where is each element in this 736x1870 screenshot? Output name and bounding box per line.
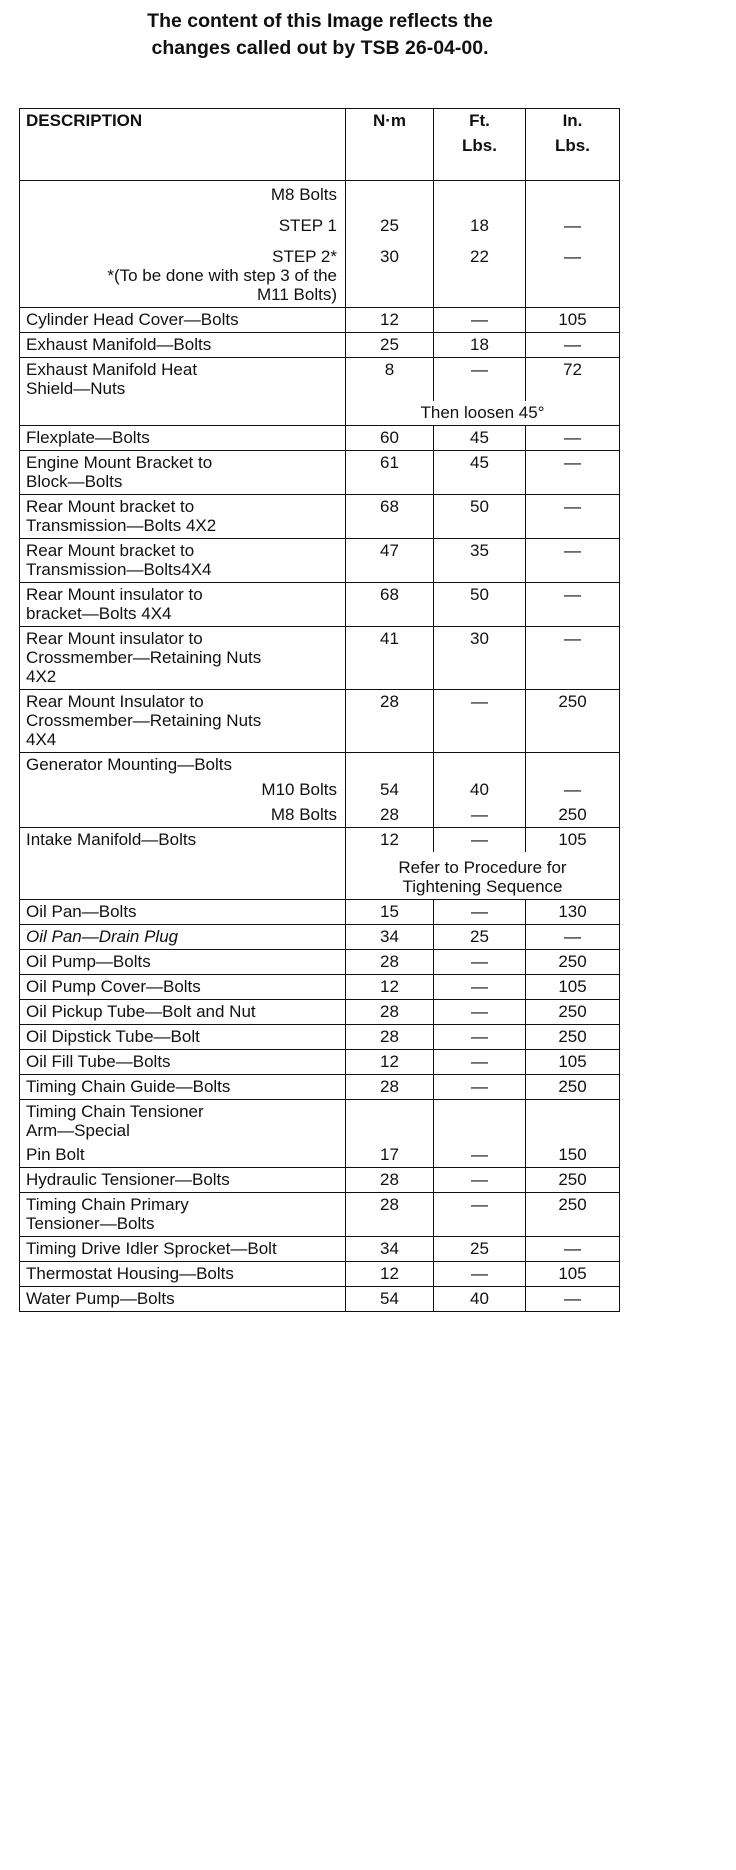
row-in: 250 (526, 1000, 620, 1025)
tensioner-arm-desc-3: Pin Bolt (26, 1145, 85, 1164)
row-ft: — (434, 975, 526, 1000)
col-in-lbs (526, 109, 620, 181)
row-ft: 45 (434, 426, 526, 451)
m8-note-2: M11 Bolts) (257, 285, 337, 304)
row-nm: 34 (346, 925, 434, 950)
row-nm: 61 (346, 451, 434, 495)
tensioner-arm-desc-1: Timing Chain Tensioner (26, 1102, 204, 1121)
row-in: — (526, 583, 620, 627)
row-nm: 28 (346, 1168, 434, 1193)
table-row (20, 358, 620, 402)
row-desc-2: Crossmember—Retaining Nuts (26, 648, 262, 667)
row-desc-1: Timing Chain Primary (26, 1195, 189, 1214)
row-desc-1: Rear Mount insulator to (26, 629, 203, 648)
intake-note-2: Tightening Sequence (402, 877, 563, 896)
row-in: 105 (526, 975, 620, 1000)
intake-note (346, 852, 620, 900)
heat-shield-desc-2: Shield—Nuts (26, 379, 126, 398)
generator-m10-nm: 54 (380, 780, 399, 799)
m8-label: M8 Bolts (270, 185, 337, 204)
row-ft: 30 (434, 627, 526, 690)
row-desc: Oil Pump—Bolts (20, 950, 346, 975)
table-row (20, 583, 620, 627)
tensioner-arm-desc (20, 1100, 346, 1168)
intake-ft: — (434, 828, 526, 853)
row-desc: Oil Fill Tube—Bolts (20, 1050, 346, 1075)
header-line-2: changes called out by TSB 26-04-00. (151, 37, 489, 59)
row-ft: — (434, 950, 526, 975)
table-row (20, 900, 620, 925)
row-in: — (526, 539, 620, 583)
row-nm: 28 (346, 690, 434, 753)
intake-nm: 12 (346, 828, 434, 853)
tensioner-arm-nm-value: 17 (380, 1145, 399, 1164)
m8-step2-ft: 22 (470, 247, 489, 266)
row-ft: — (434, 690, 526, 753)
row-ft: 35 (434, 539, 526, 583)
table-row (20, 333, 620, 358)
row-desc-3: 4X4 (26, 730, 57, 749)
row-ft: 25 (434, 1237, 526, 1262)
generator-m10-ft: 40 (470, 780, 489, 799)
row-ft: 25 (434, 925, 526, 950)
row-ft: — (434, 1193, 526, 1237)
row-desc (20, 1193, 346, 1237)
row-desc: Oil Pan—Bolts (20, 900, 346, 925)
generator-in (526, 753, 620, 828)
row-desc: Hydraulic Tensioner—Bolts (20, 1168, 346, 1193)
row-in: — (526, 426, 620, 451)
generator-nm (346, 753, 434, 828)
generator-ft (434, 753, 526, 828)
table-row (20, 1168, 620, 1193)
row-in: 250 (526, 690, 620, 753)
row-in: — (526, 451, 620, 495)
row-desc (20, 495, 346, 539)
row-desc: Thermostat Housing—Bolts (20, 1262, 346, 1287)
row-nm: 12 (346, 975, 434, 1000)
intake-desc: Intake Manifold—Bolts (20, 828, 346, 900)
generator-m10-in: — (564, 780, 581, 799)
row-desc-1: Engine Mount Bracket to (26, 453, 213, 472)
row-desc: Timing Chain Guide—Bolts (20, 1075, 346, 1100)
generator-m10-label: M10 Bolts (261, 780, 337, 799)
m8-in (526, 181, 620, 308)
row-ft: — (434, 1000, 526, 1025)
row-desc: Timing Drive Idler Sprocket—Bolt (20, 1237, 346, 1262)
table-row (20, 975, 620, 1000)
m8-step1-label: STEP 1 (278, 216, 337, 235)
row-in: 250 (526, 1168, 620, 1193)
m8-step2-nm: 30 (380, 247, 399, 266)
row-ft: 50 (434, 583, 526, 627)
row-ft: 50 (434, 495, 526, 539)
col-ft-line2: Lbs. (462, 136, 497, 155)
row-desc (20, 539, 346, 583)
row-in: 250 (526, 950, 620, 975)
m8-step1-in: — (564, 216, 581, 235)
table-row (20, 1262, 620, 1287)
row-desc-2: Transmission—Bolts4X4 (26, 560, 212, 579)
row-desc: Oil Pan—Drain Plug (20, 925, 346, 950)
row-in: — (526, 1287, 620, 1312)
row-nm: 68 (346, 495, 434, 539)
row-in: — (526, 627, 620, 690)
intake-in: 105 (526, 828, 620, 853)
row-ft: 18 (434, 333, 526, 358)
row-nm: 28 (346, 1075, 434, 1100)
row-nm: 28 (346, 1025, 434, 1050)
table-row (20, 1000, 620, 1025)
table-row (20, 1050, 620, 1075)
col-ft-line1: Ft. (469, 111, 490, 130)
m8-step2-in: — (564, 247, 581, 266)
row-nm: 25 (346, 333, 434, 358)
row-ft: — (434, 308, 526, 333)
heat-shield-desc-1: Exhaust Manifold Heat (26, 360, 198, 379)
row-desc (20, 451, 346, 495)
row-desc-1: Rear Mount bracket to (26, 541, 195, 560)
row-ft: — (434, 900, 526, 925)
table-row (20, 451, 620, 495)
row-desc-2: Tensioner—Bolts (26, 1214, 155, 1233)
row-nm: 28 (346, 1000, 434, 1025)
generator-m8-ft: — (471, 805, 488, 824)
row-ft: — (434, 1262, 526, 1287)
row-ft: 40 (434, 1287, 526, 1312)
col-in-line2: Lbs. (555, 136, 590, 155)
generator-desc (20, 753, 346, 828)
header-line-1: The content of this Image reflects the (147, 10, 493, 32)
intake-note-1: Refer to Procedure for (398, 858, 567, 877)
heat-shield-note: Then loosen 45° (346, 401, 620, 426)
row-nm: 28 (346, 1193, 434, 1237)
row-desc-2: Transmission—Bolts 4X2 (26, 516, 217, 535)
m8-step2-label: STEP 2* (272, 247, 337, 266)
tensioner-arm-in-value: 150 (558, 1145, 587, 1164)
table-row (20, 308, 620, 333)
table-row (20, 1100, 620, 1168)
table-row (20, 1025, 620, 1050)
row-desc: Flexplate—Bolts (20, 426, 346, 451)
col-description: DESCRIPTION (20, 109, 346, 181)
row-nm: 15 (346, 900, 434, 925)
m8-step1-ft: 18 (470, 216, 489, 235)
heat-shield-ft: — (434, 358, 526, 402)
row-desc: Water Pump—Bolts (20, 1287, 346, 1312)
row-nm: 68 (346, 583, 434, 627)
col-in-line1: In. (562, 111, 583, 130)
row-desc: Exhaust Manifold—Bolts (20, 333, 346, 358)
row-in: — (526, 925, 620, 950)
m8-desc (20, 181, 346, 308)
row-nm: 34 (346, 1237, 434, 1262)
heat-shield-desc (20, 358, 346, 426)
row-desc (20, 627, 346, 690)
table-row (20, 828, 620, 853)
row-desc: Oil Pickup Tube—Bolt and Nut (20, 1000, 346, 1025)
col-ft-lbs (434, 109, 526, 181)
generator-desc-label: Generator Mounting—Bolts (26, 755, 232, 774)
table-row (20, 627, 620, 690)
table-row (20, 1193, 620, 1237)
row-in: — (526, 1237, 620, 1262)
row-desc-2: Block—Bolts (26, 472, 123, 491)
heat-shield-nm: 8 (346, 358, 434, 402)
row-desc (20, 690, 346, 753)
col-nm: N·m (346, 109, 434, 181)
row-in: 250 (526, 1193, 620, 1237)
table-row (20, 426, 620, 451)
row-desc: Cylinder Head Cover—Bolts (20, 308, 346, 333)
row-ft: — (434, 1025, 526, 1050)
row-nm: 12 (346, 1050, 434, 1075)
generator-m8-in: 250 (558, 805, 587, 824)
row-desc-1: Rear Mount bracket to (26, 497, 195, 516)
m8-step1-nm: 25 (380, 216, 399, 235)
table-header-row (20, 109, 620, 181)
row-desc (20, 583, 346, 627)
tensioner-arm-desc-2: Arm—Special (26, 1121, 130, 1140)
row-in: — (526, 495, 620, 539)
table-row (20, 753, 620, 828)
m8-note-1: *(To be done with step 3 of the (107, 266, 337, 285)
row-ft: — (434, 1075, 526, 1100)
row-nm: 28 (346, 950, 434, 975)
row-in: 250 (526, 1075, 620, 1100)
row-in: — (526, 333, 620, 358)
row-in: 105 (526, 1050, 620, 1075)
row-in: 105 (526, 308, 620, 333)
table-row (20, 1075, 620, 1100)
row-desc-1: Rear Mount Insulator to (26, 692, 204, 711)
row-nm: 12 (346, 1262, 434, 1287)
table-row (20, 950, 620, 975)
tensioner-arm-nm (346, 1100, 434, 1168)
row-desc-2: bracket—Bolts 4X4 (26, 604, 172, 623)
row-desc: Oil Pump Cover—Bolts (20, 975, 346, 1000)
heat-shield-in: 72 (526, 358, 620, 402)
row-ft: — (434, 1050, 526, 1075)
table-row (20, 495, 620, 539)
row-in: 105 (526, 1262, 620, 1287)
row-desc-3: 4X2 (26, 667, 57, 686)
page-header (0, 8, 640, 62)
row-ft: 45 (434, 451, 526, 495)
m8-ft (434, 181, 526, 308)
row-ft: — (434, 1168, 526, 1193)
tensioner-arm-ft-value: — (471, 1145, 488, 1164)
table-row (20, 925, 620, 950)
row-in: 250 (526, 1025, 620, 1050)
row-desc-2: Crossmember—Retaining Nuts (26, 711, 262, 730)
row-nm: 12 (346, 308, 434, 333)
table-row (20, 181, 620, 308)
row-nm: 54 (346, 1287, 434, 1312)
row-nm: 47 (346, 539, 434, 583)
generator-m8-nm: 28 (380, 805, 399, 824)
table-row (20, 1237, 620, 1262)
m8-nm (346, 181, 434, 308)
torque-spec-table (19, 108, 620, 1312)
generator-m8-label: M8 Bolts (270, 805, 337, 824)
row-in: 130 (526, 900, 620, 925)
table-row (20, 539, 620, 583)
row-desc-1: Rear Mount insulator to (26, 585, 203, 604)
row-nm: 41 (346, 627, 434, 690)
tensioner-arm-in (526, 1100, 620, 1168)
table-row (20, 1287, 620, 1312)
row-desc: Oil Dipstick Tube—Bolt (20, 1025, 346, 1050)
tensioner-arm-ft (434, 1100, 526, 1168)
row-nm: 60 (346, 426, 434, 451)
table-row (20, 690, 620, 753)
